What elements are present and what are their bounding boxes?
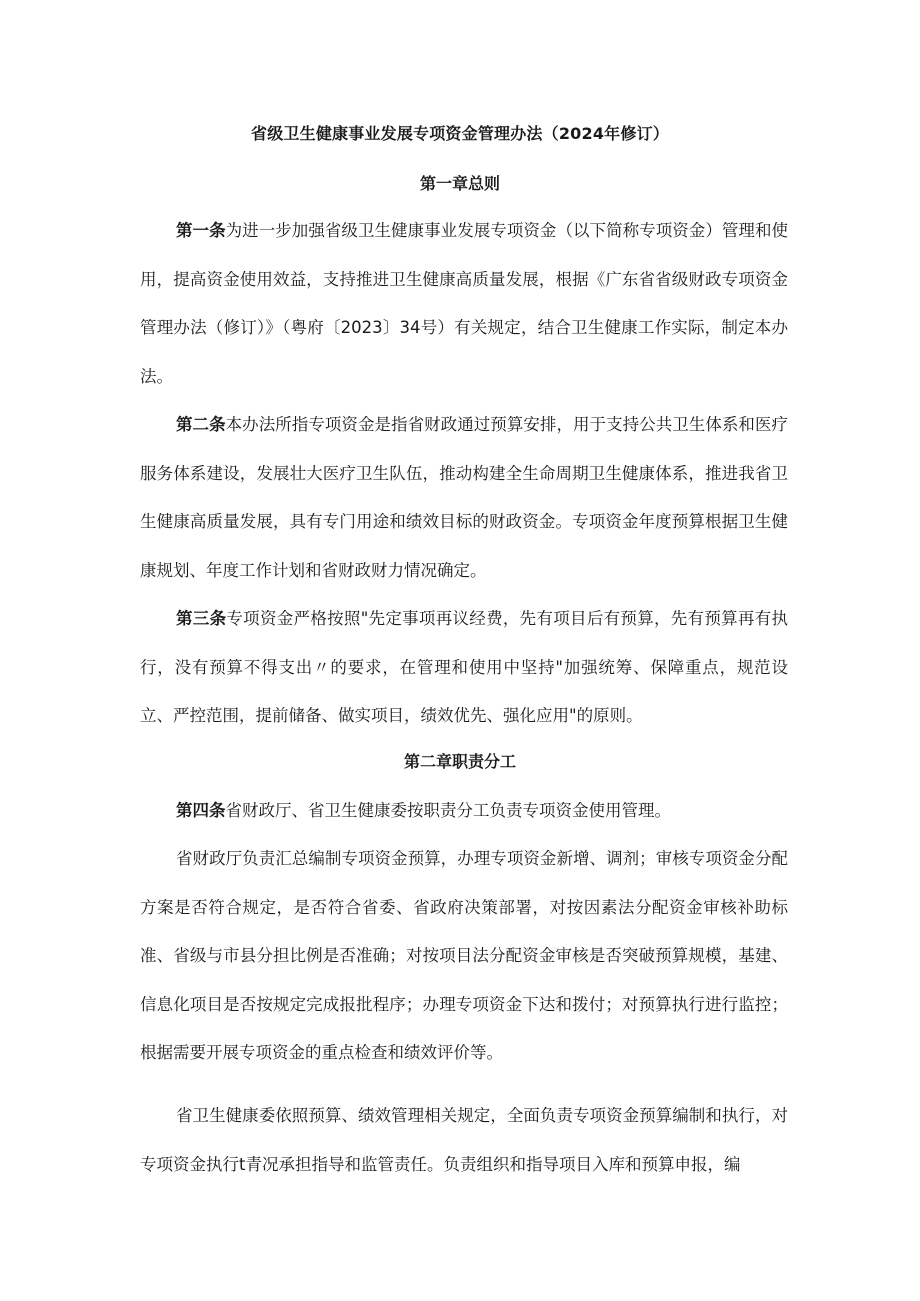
chapter-2-heading: 第二章职责分工 [403, 752, 516, 771]
chapter-1-heading: 第一章总则 [419, 174, 500, 193]
article-2-label: 第二条 [176, 415, 226, 434]
article-4-label: 第四条 [176, 801, 226, 820]
article-1-label: 第一条 [176, 221, 226, 240]
document-title: 省级卫生健康事业发展专项资金管理办法（2024年修订） [251, 124, 669, 143]
article-3-text: 专项资金严格按照"先定事项再议经费，先有项目后有预算，先有预算再有执行，没有预算不得支出〃的要求，在管理和使用中坚持"加强统筹、保障重点，规范设立、严控范围，提前储备、做实项目，绩效优先、强化应用"的原则。 [140, 609, 789, 725]
article-2-text: 本办法所指专项资金是指省财政通过预算安排，用于支持公共卫生体系和医疗服务体系建设，发展壮大医疗卫生队伍，推动构建全生命周期卫生健康体系，推进我省卫生健康高质量发展，具有专门用途和绩效目标的财政资金。专项资金年度预算根据卫生健康规划、年度工作计划和省财政财力情况确定。 [140, 415, 788, 580]
article-4 [140, 787, 788, 836]
paragraph-finance-dept: 省财政厅负责汇总编制专项资金预算，办理专项资金新增、调剂；审核专项资金分配方案是否符合规定，是否符合省委、省政府决策部署，对按因素法分配资金审核补助标准、省级与市县分担比例是否准确；对按项目法分配资金审核是否突破预算规模，基建、信息化项目是否按规定完成报批程序；办理专项资金下达和拨付；对预算执行进行监控；根据需要开展专项资金的重点检查和绩效评价等。 [140, 849, 788, 1062]
article-4-text: 省财政厅、省卫生健康委按职责分工负责专项资金使用管理。 [225, 801, 671, 820]
article-2 [140, 401, 788, 595]
article-1 [140, 207, 788, 401]
article-1-text: 为进一步加强省级卫生健康事业发展专项资金（以下简称专项资金）管理和使用，提高资金使用效益，支持推进卫生健康高质量发展，根据《广东省省级财政专项资金管理办法（修订）》（粤府〔2023〕34号）有关规定，结合卫生健康工作实际，制定本办法。 [140, 221, 788, 386]
article-3-label: 第三条 [176, 609, 227, 628]
article-3 [140, 595, 788, 741]
paragraph-health-commission: 省卫生健康委依照预算、绩效管理相关规定，全面负责专项资金预算编制和执行，对专项资金执行t青况承担指导和监管责任。负责组织和指导项目入库和预算申报，编 [140, 1106, 788, 1174]
